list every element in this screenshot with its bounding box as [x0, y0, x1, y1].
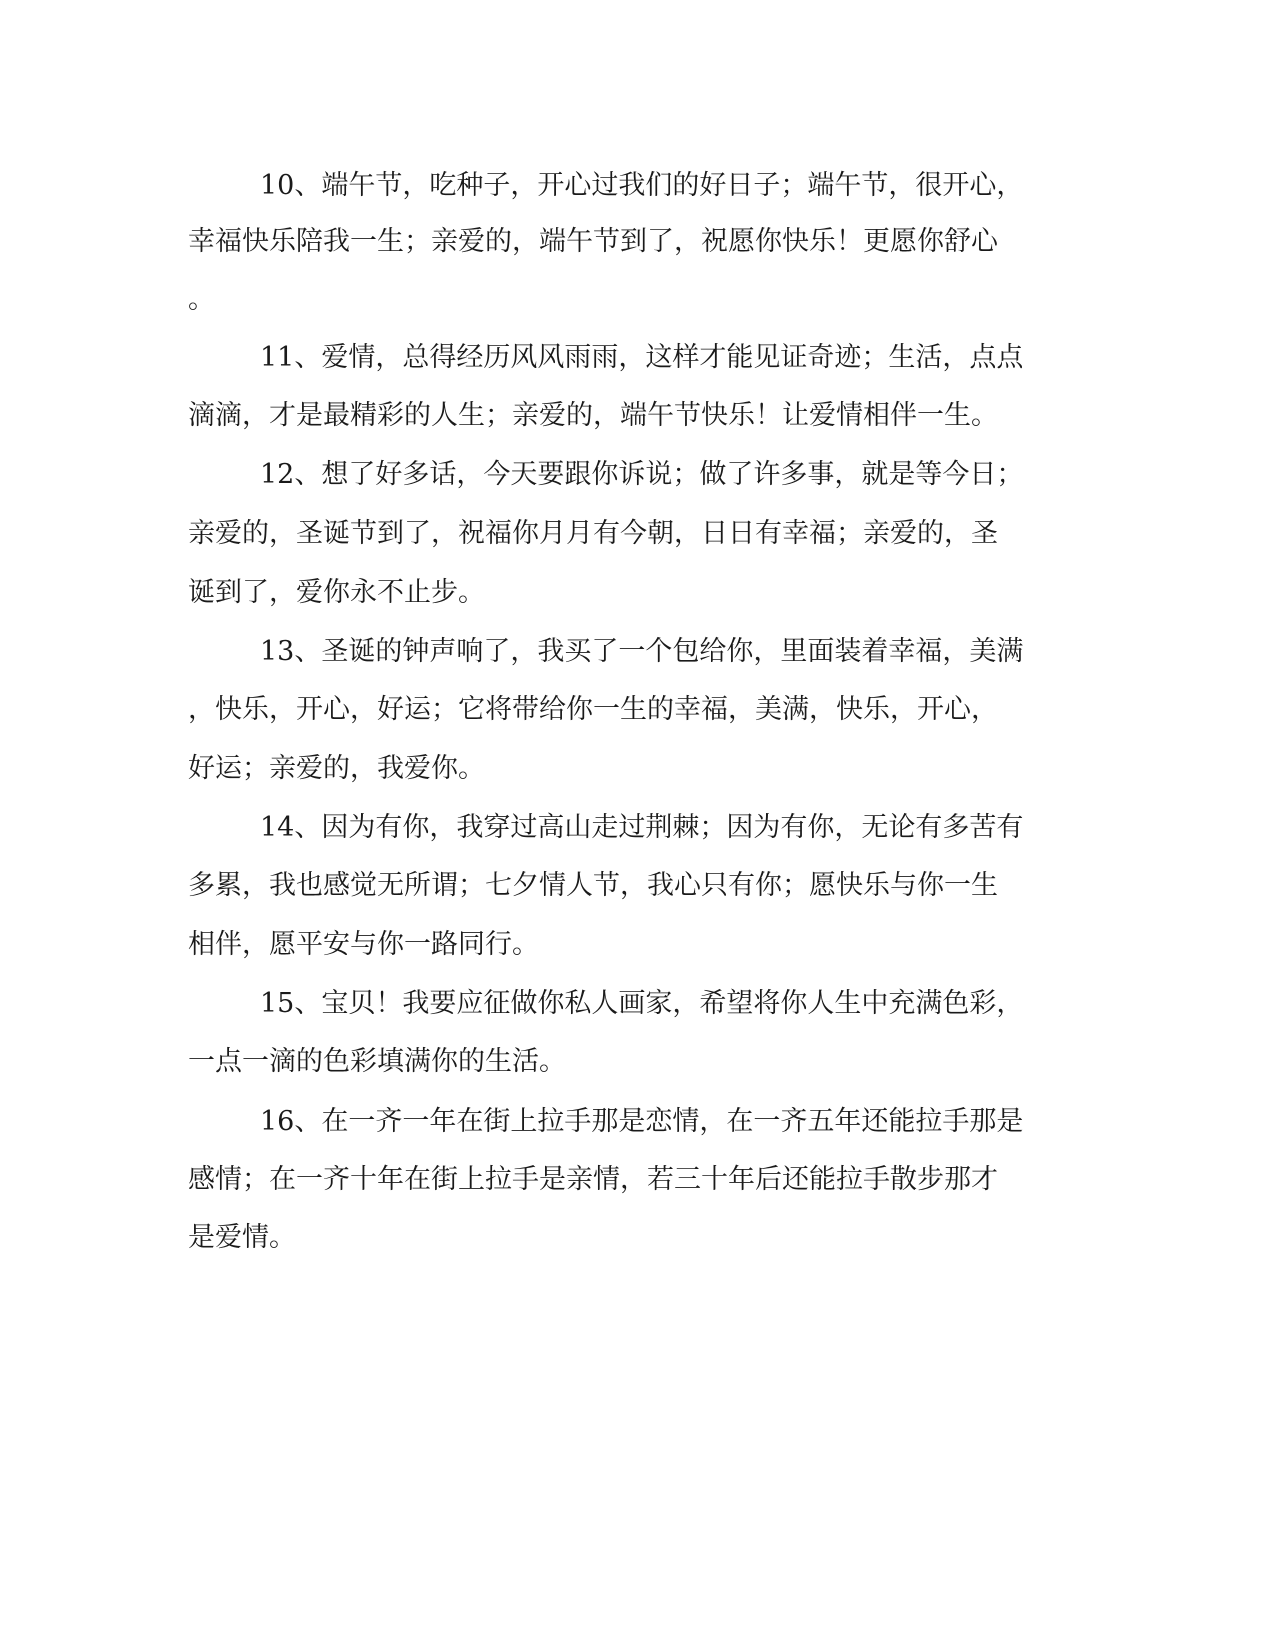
paragraph-14-line-3: 相伴，愿平安与你一路同行。: [188, 929, 539, 960]
paragraph-10-line-1: 10、端午节，吃种子，开心过我们的好日子；端午节，很开心，: [260, 170, 1024, 201]
paragraph-15-line-1: 15、宝贝！我要应征做你私人画家，希望将你人生中充满色彩，: [260, 988, 1024, 1019]
paragraph-14-line-2: 多累，我也感觉无所谓；七夕情人节，我心只有你；愿快乐与你一生: [188, 870, 998, 901]
paragraph-13-line-1: 13、圣诞的钟声响了，我买了一个包给你，里面装着幸福，美满: [260, 636, 1024, 667]
paragraph-13-line-3: 好运；亲爱的，我爱你。: [188, 753, 485, 784]
paragraph-11-line-2: 滴滴，才是最精彩的人生；亲爱的，端午节快乐！让爱情相伴一生。: [188, 400, 998, 431]
paragraph-12-line-1: 12、想了好多话，今天要跟你诉说；做了许多事，就是等今日；: [260, 459, 1024, 490]
paragraph-11-line-1: 11、爱情，总得经历风风雨雨，这样才能见证奇迹；生活，点点: [260, 342, 1024, 373]
paragraph-16-line-2: 感情；在一齐十年在街上拉手是亲情，若三十年后还能拉手散步那才: [188, 1164, 998, 1195]
paragraph-13-line-2: ，快乐，开心，好运；它将带给你一生的幸福，美满，快乐，开心，: [188, 694, 998, 725]
paragraph-15-line-2: 一点一滴的色彩填满你的生活。: [188, 1046, 566, 1077]
paragraph-14-line-1: 14、因为有你，我穿过高山走过荆棘；因为有你，无论有多苦有: [260, 812, 1024, 843]
paragraph-12-line-2: 亲爱的，圣诞节到了，祝福你月月有今朝，日日有幸福；亲爱的，圣: [188, 518, 998, 549]
paragraph-10-line-2: 幸福快乐陪我一生；亲爱的，端午节到了，祝愿你快乐！更愿你舒心: [188, 226, 998, 257]
paragraph-10-line-3: 。: [188, 284, 215, 315]
paragraph-16-line-1: 16、在一齐一年在街上拉手那是恋情，在一齐五年还能拉手那是: [260, 1106, 1024, 1137]
paragraph-12-line-3: 诞到了，爱你永不止步。: [188, 577, 485, 608]
paragraph-16-line-3: 是爱情。: [188, 1222, 296, 1253]
